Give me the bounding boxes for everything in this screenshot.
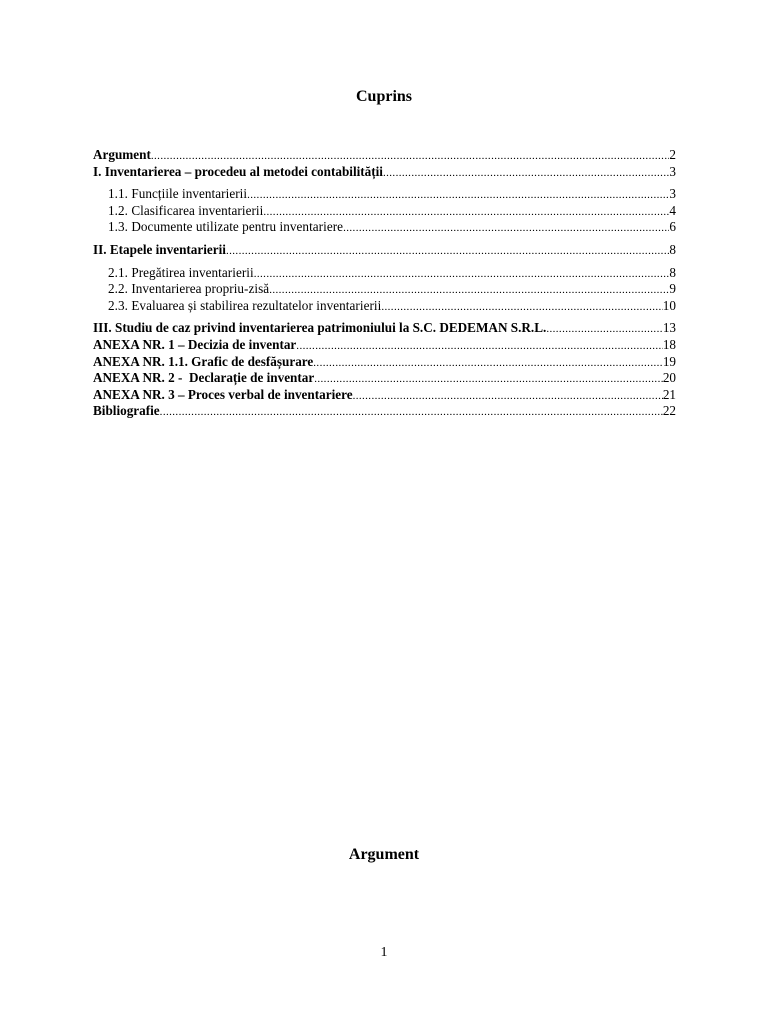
toc-entry-page: 22 — [662, 403, 676, 419]
toc-entry-page: 3 — [669, 186, 676, 202]
toc-dot-leader — [383, 165, 669, 182]
toc-entry-label: ANEXA NR. 3 – Proces verbal de inventariere — [93, 386, 353, 402]
toc-dot-leader — [247, 187, 669, 204]
toc-dot-leader — [254, 266, 670, 283]
toc-dot-leader — [546, 321, 662, 338]
toc-entry-label: II. Etapele inventarierii — [93, 241, 226, 257]
toc-dot-leader — [269, 282, 669, 299]
toc-entry-chapter-3[interactable] — [93, 320, 676, 337]
section-title-argument: Argument — [348, 846, 420, 863]
toc-entry-anexa-3[interactable] — [93, 387, 676, 404]
toc-entry-label: 1.2. Clasificarea inventarierii — [108, 202, 264, 218]
toc-entry-page: 18 — [662, 336, 676, 352]
toc-entry-page: 8 — [669, 264, 676, 280]
toc-dot-leader — [353, 388, 663, 405]
toc-dot-leader — [151, 148, 670, 165]
toc-dot-leader — [263, 204, 669, 221]
toc-entry-page: 13 — [662, 320, 676, 336]
toc-dot-leader — [226, 243, 669, 260]
toc-entry-label: ANEXA NR. 2 - Declarație de inventar — [93, 370, 315, 386]
toc-entry-label: Argument — [93, 147, 151, 162]
toc-dot-leader — [296, 338, 663, 355]
toc-entry-anexa-2[interactable] — [93, 370, 676, 387]
toc-entry-chapter-1[interactable] — [93, 164, 676, 181]
toc-entry-1-3[interactable] — [93, 219, 676, 236]
toc-entry-2-1[interactable] — [93, 265, 676, 282]
toc-entry-page: 21 — [662, 386, 676, 402]
toc-entry-page: 2 — [669, 147, 676, 162]
toc-dot-leader — [160, 404, 663, 421]
toc-entry-page: 20 — [662, 370, 676, 386]
toc-entry-label: 2.1. Pregătirea inventarierii — [108, 264, 254, 280]
toc-entry-page: 8 — [669, 241, 676, 257]
toc-entry-label: 2.3. Evaluarea și stabilirea rezultatelor inventarierii — [108, 297, 382, 313]
toc-entry-chapter-2[interactable] — [93, 242, 676, 259]
toc-entry-bibliografie[interactable] — [93, 403, 676, 420]
toc-entry-page: 4 — [669, 202, 676, 218]
table-of-contents — [93, 147, 676, 420]
toc-dot-leader — [343, 220, 669, 237]
toc-entry-page: 9 — [669, 281, 676, 297]
toc-title: Cuprins — [355, 88, 413, 105]
toc-entry-1-1[interactable] — [93, 186, 676, 203]
toc-entry-label: ANEXA NR. 1.1. Grafic de desfășurare — [93, 353, 314, 369]
toc-entry-anexa-1-1[interactable] — [93, 354, 676, 371]
toc-entry-page: 10 — [662, 297, 676, 313]
toc-entry-anexa-1[interactable] — [93, 337, 676, 354]
toc-entry-1-2[interactable] — [93, 203, 676, 220]
toc-entry-label: III. Studiu de caz privind inventarierea patrimoniului la S.C. DEDEMAN S.R.L. — [93, 320, 547, 336]
toc-entry-label: 1.1. Funcțiile inventarierii — [108, 186, 248, 202]
toc-entry-argument[interactable] — [93, 147, 676, 164]
toc-entry-page: 19 — [662, 353, 676, 369]
toc-dot-leader — [381, 299, 662, 316]
toc-entry-page: 3 — [669, 163, 676, 179]
toc-entry-page: 6 — [669, 219, 676, 235]
toc-entry-label: 2.2. Inventarierea propriu-zisă — [108, 281, 270, 297]
toc-entry-label: Bibliografie — [93, 403, 160, 419]
toc-entry-2-3[interactable] — [93, 298, 676, 315]
page-number: 1 — [380, 945, 388, 960]
toc-entry-label: ANEXA NR. 1 – Decizia de inventar — [93, 336, 297, 352]
toc-entry-label: 1.3. Documente utilizate pentru inventariere — [108, 219, 344, 235]
toc-dot-leader — [313, 355, 663, 372]
toc-entry-label: I. Inventarierea – procedeu al metodei contabilității — [93, 163, 383, 179]
toc-entry-2-2[interactable] — [93, 281, 676, 298]
toc-dot-leader — [314, 371, 663, 388]
